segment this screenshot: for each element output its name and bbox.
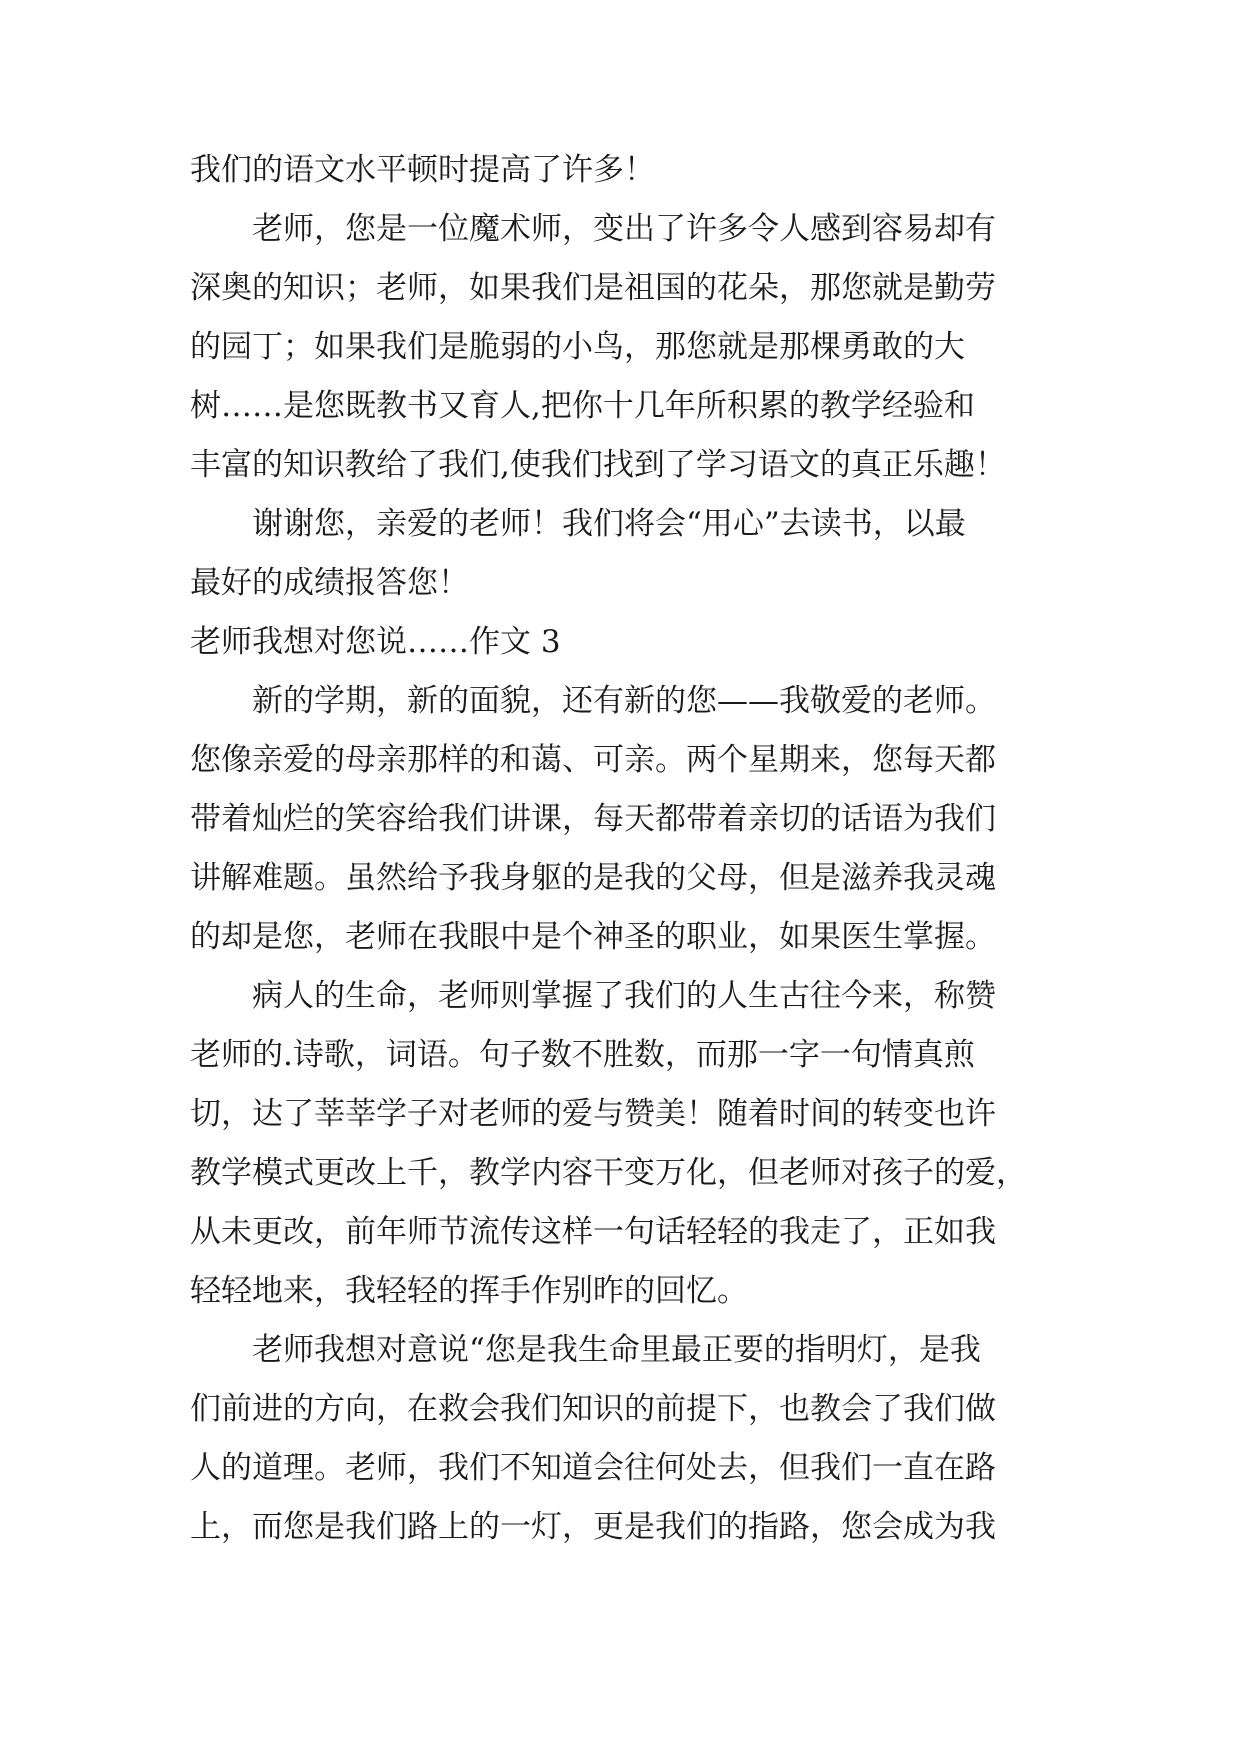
paragraph-start: 病人的生命，老师则掌握了我们的人生古往今来，称赞 bbox=[252, 978, 996, 1014]
text-line: 您像亲爱的母亲那样的和蔼、可亲。两个星期来，您每天都 bbox=[190, 742, 996, 778]
text-line: 树……是您既教书又育人,把你十几年所积累的教学经验和 bbox=[190, 388, 975, 424]
text-line: 我们的语文水平顿时提高了许多！ bbox=[190, 152, 655, 188]
paragraph-start: 谢谢您，亲爱的老师！我们将会“用心”去读书，以最 bbox=[252, 506, 966, 542]
paragraph-start: 老师我想对意说“您是我生命里最正要的指明灯，是我 bbox=[252, 1332, 981, 1368]
text-line: 最好的成绩报答您！ bbox=[190, 565, 469, 601]
text-line: 老师的.诗歌，词语。句子数不胜数，而那一字一句情真煎 bbox=[190, 1037, 975, 1073]
text-line: 的却是您，老师在我眼中是个神圣的职业，如果医生掌握。 bbox=[190, 919, 996, 955]
text-line: 轻轻地来，我轻轻的挥手作别昨的回忆。 bbox=[190, 1273, 748, 1309]
text-line: 从未更改，前年师节流传这样一句话轻轻的我走了，正如我 bbox=[190, 1214, 996, 1250]
paragraph-start: 老师，您是一位魔术师，变出了许多令人感到容易却有 bbox=[252, 211, 996, 247]
section-heading: 老师我想对您说……作文 3 bbox=[190, 624, 561, 660]
text-line: 们前进的方向，在救会我们知识的前提下，也教会了我们做 bbox=[190, 1391, 996, 1427]
text-line: 深奥的知识；老师，如果我们是祖国的花朵，那您就是勤劳 bbox=[190, 270, 996, 306]
paragraph-start: 新的学期，新的面貌，还有新的您——我敬爱的老师。 bbox=[252, 683, 996, 719]
text-line: 上，而您是我们路上的一灯，更是我们的指路，您会成为我 bbox=[190, 1509, 996, 1545]
text-line: 教学模式更改上千，教学内容干变万化，但老师对孩子的爱， bbox=[190, 1155, 1027, 1191]
text-line: 带着灿烂的笑容给我们讲课，每天都带着亲切的话语为我们 bbox=[190, 801, 996, 837]
text-line: 讲解难题。虽然给予我身躯的是我的父母，但是滋养我灵魂 bbox=[190, 860, 996, 896]
text-line: 丰富的知识教给了我们,使我们找到了学习语文的真正乐趣！ bbox=[190, 447, 1006, 483]
text-line: 切，达了莘莘学子对老师的爱与赞美！随着时间的转变也许 bbox=[190, 1096, 996, 1132]
text-line: 人的道理。老师，我们不知道会往何处去，但我们一直在路 bbox=[190, 1450, 996, 1486]
text-line: 的园丁；如果我们是脆弱的小鸟，那您就是那棵勇敢的大 bbox=[190, 329, 965, 365]
